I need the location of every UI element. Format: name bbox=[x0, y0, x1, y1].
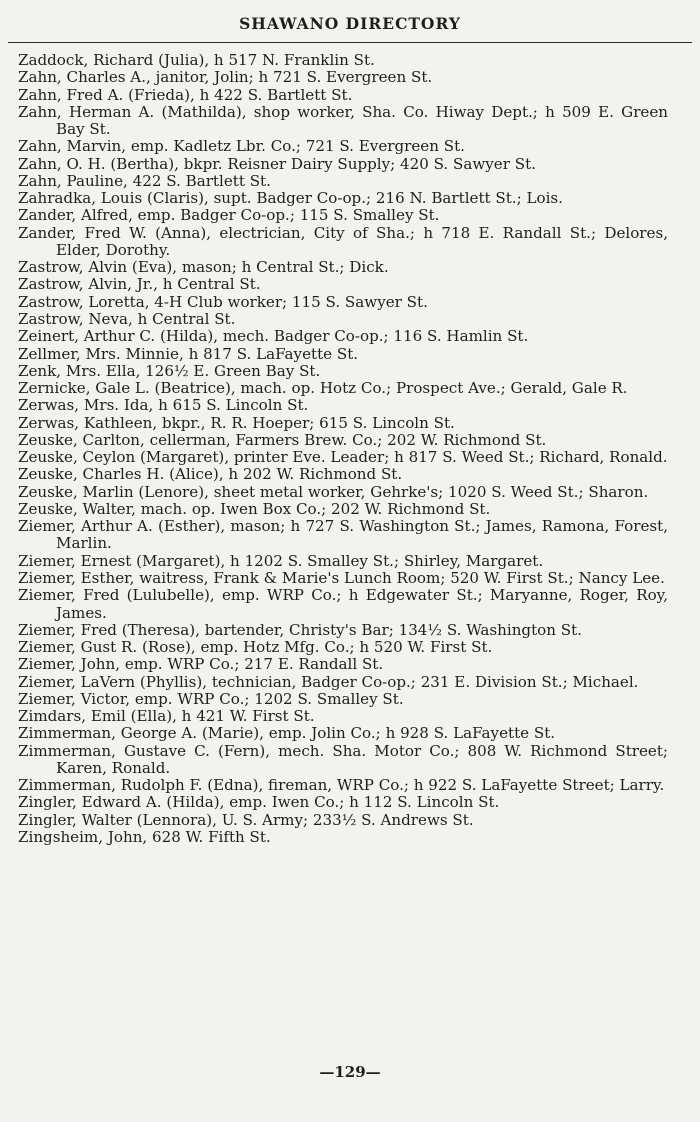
directory-entry: Zaddock, Richard (Julia), h 517 N. Franklin St. bbox=[18, 51, 375, 69]
directory-entry: Zahn, Marvin, emp. Kadletz Lbr. Co.; 721 S. Evergreen St. bbox=[18, 137, 465, 156]
directory-entry: Zahn, Fred A. (Frieda), h 422 S. Bartlett St. bbox=[18, 85, 353, 104]
directory-entry: Zahn, O. H. (Bertha), bkpr. Reisner Dairy Supply; 420 S. Sawyer St. bbox=[18, 154, 536, 173]
header-divider bbox=[8, 42, 692, 43]
directory-entry: Ziemer, Fred (Theresa), bartender, Christy's Bar; 134½ S. Washington St. bbox=[18, 620, 582, 639]
directory-entry: Zeuske, Marlin (Lenore), sheet metal worker, Gehrke's; 1020 S. Weed St.; Sharon. bbox=[18, 482, 649, 501]
directory-entry: Zenk, Mrs. Ella, 126½ E. Green Bay St. bbox=[18, 361, 321, 380]
directory-entry: Zastrow, Loretta, 4-H Club worker; 115 S. Sawyer St. bbox=[18, 292, 428, 311]
directory-entry: Zeuske, Charles H. (Alice), h 202 W. Richmond St. bbox=[18, 465, 403, 484]
directory-entry: Zingler, Walter (Lennora), U. S. Army; 233½ S. Andrews St. bbox=[18, 810, 474, 829]
directory-entry: Zeuske, Ceylon (Margaret), printer Eve. Leader; h 817 S. Weed St.; Richard, Ronald. bbox=[18, 448, 668, 467]
directory-entry-list bbox=[18, 52, 668, 846]
directory-entry: Zastrow, Alvin, Jr., h Central St. bbox=[18, 275, 261, 294]
directory-entry: Zastrow, Neva, h Central St. bbox=[18, 309, 236, 328]
directory-entry: Ziemer, Arthur A. (Esther), mason; h 727 S. Washington St.; James, Ramona, Forest, Marlin. bbox=[18, 517, 668, 553]
directory-entry: Ziemer, Victor, emp. WRP Co.; 1202 S. Smalley St. bbox=[18, 689, 404, 708]
directory-entry: Zahradka, Louis (Claris), supt. Badger Co-op.; 216 N. Bartlett St.; Lois. bbox=[18, 189, 563, 208]
directory-entry: Zellmer, Mrs. Minnie, h 817 S. LaFayette St. bbox=[18, 344, 359, 363]
directory-entry: Zander, Fred W. (Anna), electrician, City of Sha.; h 718 E. Randall St.; Delores, Elder, Dorothy. bbox=[18, 223, 668, 259]
directory-entry: Zernicke, Gale L. (Beatrice), mach. op. Hotz Co.; Prospect Ave.; Gerald, Gale R. bbox=[18, 379, 628, 398]
directory-entry: Zimmerman, Rudolph F. (Edna), fireman, WRP Co.; h 922 S. LaFayette Street; Larry. bbox=[18, 776, 665, 795]
directory-entry: Zeinert, Arthur C. (Hilda), mech. Badger Co-op.; 116 S. Hamlin St. bbox=[18, 327, 529, 346]
page-number: —129— bbox=[319, 1063, 381, 1081]
directory-entry: Zerwas, Kathleen, bkpr., R. R. Hoeper; 615 S. Lincoln St. bbox=[18, 413, 455, 432]
directory-entry: Ziemer, John, emp. WRP Co.; 217 E. Randall St. bbox=[18, 655, 384, 674]
directory-entry: Zimdars, Emil (Ella), h 421 W. First St. bbox=[18, 707, 315, 726]
directory-entry: Zeuske, Carlton, cellerman, Farmers Brew. Co.; 202 W. Richmond St. bbox=[18, 430, 547, 449]
directory-entry: Ziemer, LaVern (Phyllis), technician, Badger Co-op.; 231 E. Division St.; Michael. bbox=[18, 672, 639, 691]
directory-entry: Ziemer, Gust R. (Rose), emp. Hotz Mfg. Co.; h 520 W. First St. bbox=[18, 638, 493, 657]
directory-entry: Ziemer, Esther, waitress, Frank & Marie's Lunch Room; 520 W. First St.; Nancy Lee. bbox=[18, 568, 665, 587]
directory-entry: Zingsheim, John, 628 W. Fifth St. bbox=[18, 827, 271, 846]
directory-entry: Zahn, Herman A. (Mathilda), shop worker, Sha. Co. Hiway Dept.; h 509 E. Green Bay St. bbox=[18, 102, 668, 139]
directory-entry: Zahn, Pauline, 422 S. Bartlett St. bbox=[18, 171, 271, 190]
page-title: SHAWANO DIRECTORY bbox=[239, 14, 461, 33]
directory-entry: Zimmerman, Gustave C. (Fern), mech. Sha. Motor Co.; 808 W. Richmond Street; Karen, Ronald. bbox=[18, 741, 668, 777]
directory-entry: Zimmerman, George A. (Marie), emp. Jolin Co.; h 928 S. LaFayette St. bbox=[18, 724, 556, 743]
directory-entry: Zerwas, Mrs. Ida, h 615 S. Lincoln St. bbox=[18, 396, 309, 415]
directory-entry: Ziemer, Ernest (Margaret), h 1202 S. Smalley St.; Shirley, Margaret. bbox=[18, 551, 544, 570]
directory-entry: Zingler, Edward A. (Hilda), emp. Iwen Co.; h 112 S. Lincoln St. bbox=[18, 793, 500, 812]
directory-entry: Zander, Alfred, emp. Badger Co-op.; 115 S. Smalley St. bbox=[18, 206, 440, 225]
directory-entry: Zeuske, Walter, mach. op. Iwen Box Co.; 202 W. Richmond St. bbox=[18, 499, 491, 518]
directory-entry: Ziemer, Fred (Lulubelle), emp. WRP Co.; h Edgewater St.; Maryanne, Roger, Roy, James. bbox=[18, 586, 668, 622]
directory-entry: Zahn, Charles A., janitor, Jolin; h 721 S. Evergreen St. bbox=[18, 68, 433, 87]
directory-entry: Zastrow, Alvin (Eva), mason; h Central St.; Dick. bbox=[18, 258, 389, 277]
